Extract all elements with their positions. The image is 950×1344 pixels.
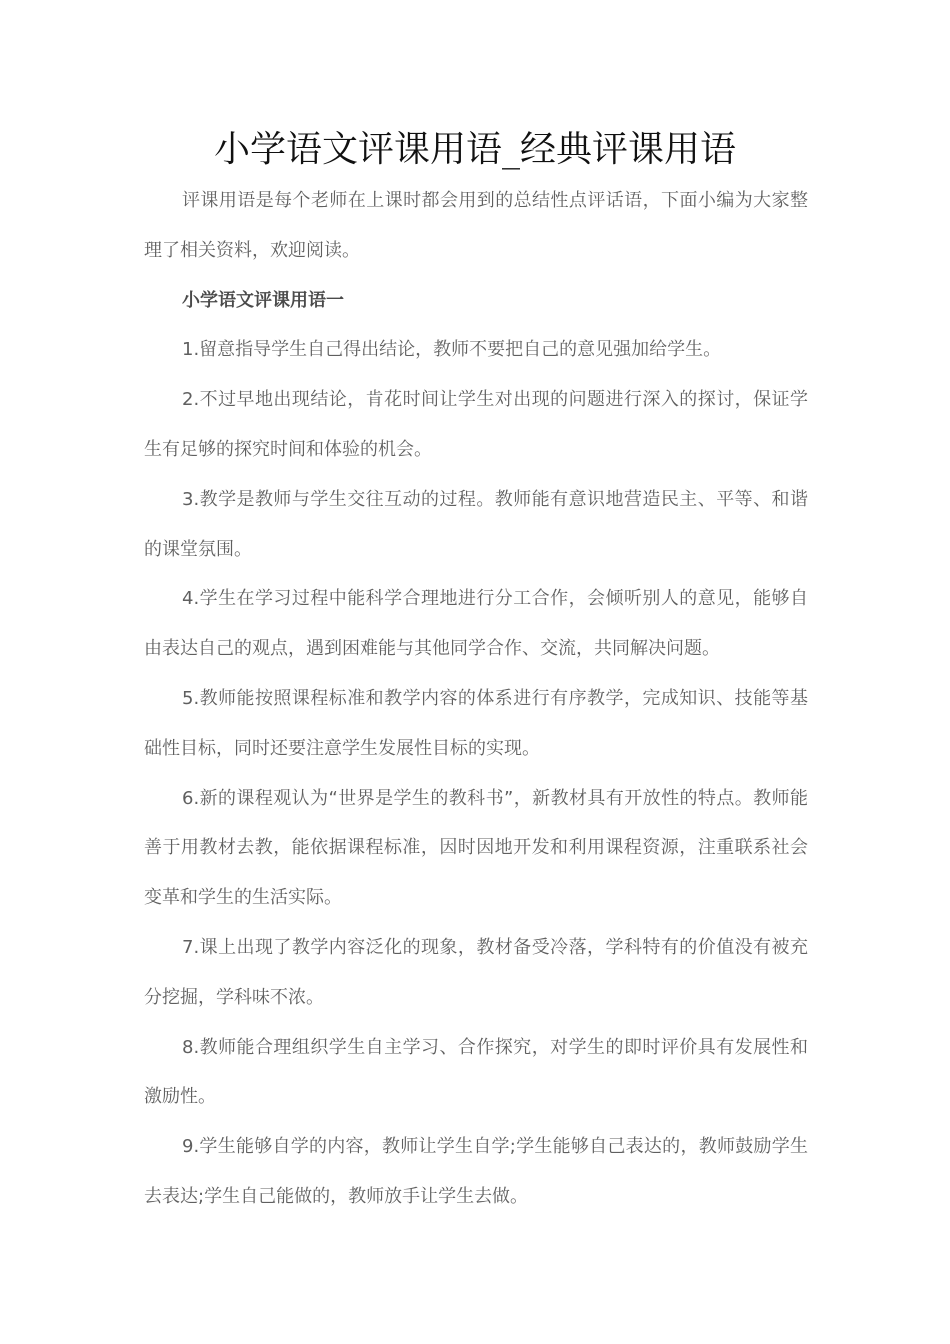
document-title: 小学语文评课用语_经典评课用语 [213, 129, 736, 170]
list-item: 4.学生在学习过程中能科学合理地进行分工合作，会倾听别人的意见，能够自由表达自己的观点，遇到困难能与其他同学合作、交流，共同解决问题。 [144, 588, 808, 660]
list-item: 5.教师能按照课程标准和教学内容的体系进行有序教学，完成知识、技能等基础性目标，同时还要注意学生发展性目标的实现。 [144, 687, 808, 759]
section-heading: 小学语文评课用语一 [182, 289, 344, 311]
document-body [144, 176, 808, 1222]
intro-paragraph: 评课用语是每个老师在上课时都会用到的总结性点评话语，下面小编为大家整理了相关资料，欢迎阅读。 [144, 190, 808, 261]
list-item: 1.留意指导学生自己得出结论，教师不要把自己的意见强加给学生。 [182, 339, 722, 361]
list-item: 9.学生能够自学的内容，教师让学生自学;学生能够自己表达的，教师鼓励学生去表达;学生自己能做的，教师放手让学生去做。 [144, 1136, 808, 1207]
list-item: 2.不过早地出现结论，肯花时间让学生对出现的问题进行深入的探讨，保证学生有足够的探究时间和体验的机会。 [144, 389, 808, 460]
list-item: 3.教学是教师与学生交往互动的过程。教师能有意识地营造民主、平等、和谐的课堂氛围。 [144, 488, 808, 560]
list-item: 7.课上出现了教学内容泛化的现象，教材备受冷落，学科特有的价值没有被充分挖掘，学科味不浓。 [144, 936, 808, 1008]
list-item: 6.新的课程观认为“世界是学生的教科书”，新教材具有开放性的特点。教师能善于用教材去教，能依据课程标准，因时因地开发和利用课程资源，注重联系社会变革和学生的生活实际。 [144, 787, 808, 909]
list-item: 8.教师能合理组织学生自主学习、合作探究，对学生的即时评价具有发展性和激励性。 [144, 1036, 808, 1108]
